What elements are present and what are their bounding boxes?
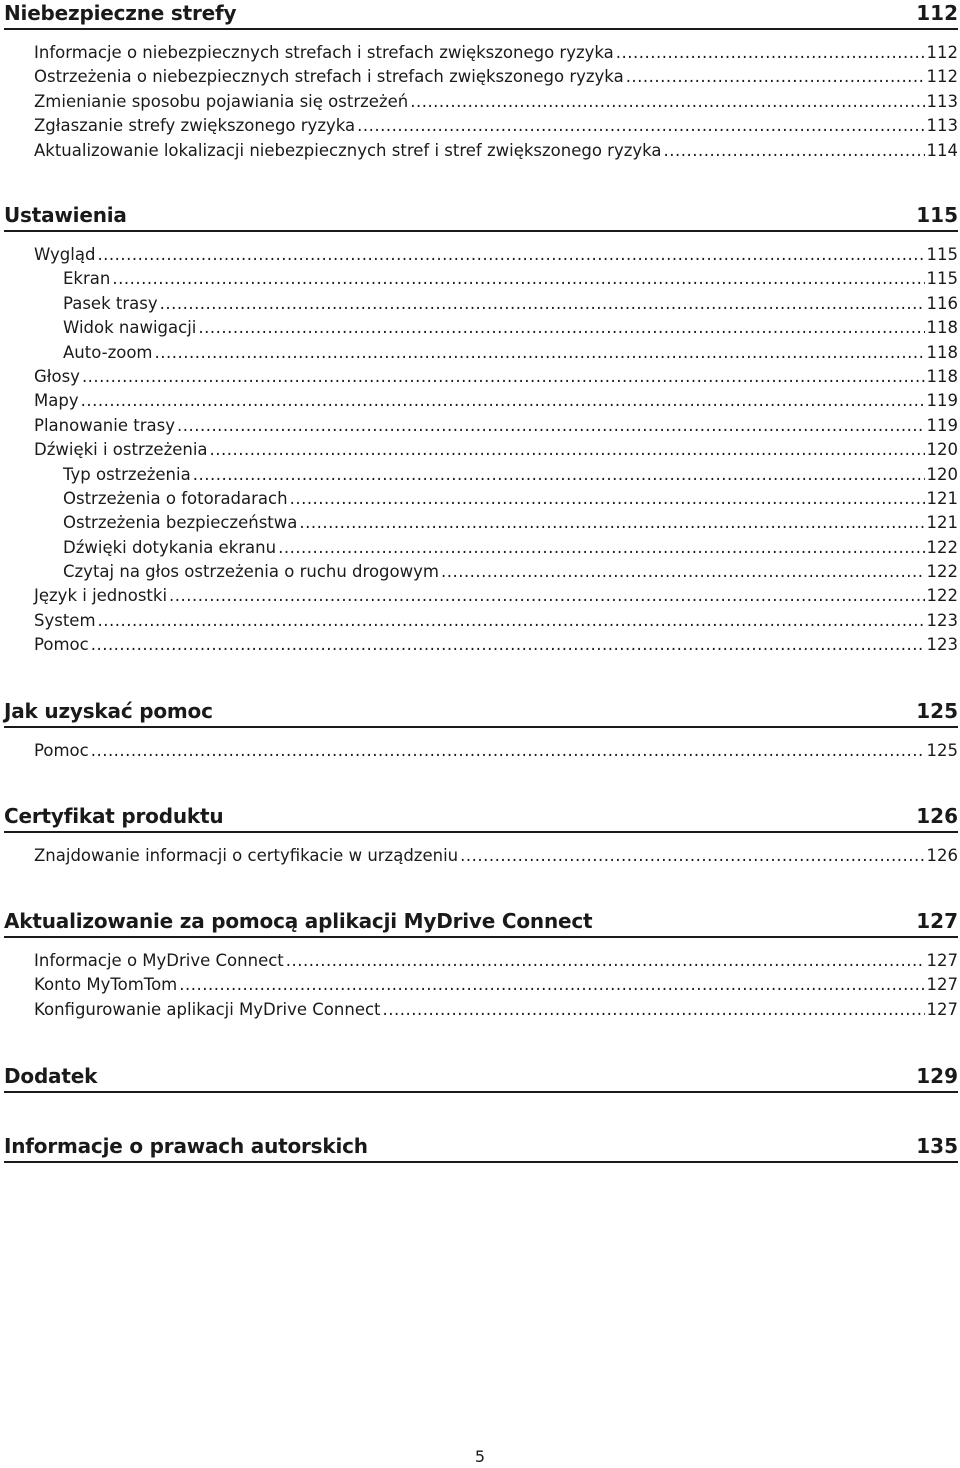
- section-page-number: 125: [916, 699, 958, 723]
- entry-page-number: 115: [926, 245, 958, 264]
- entry-page-number: 115: [926, 269, 958, 289]
- dot-leader: [169, 584, 924, 608]
- dot-leader: [91, 739, 925, 763]
- entry-page-number: 119: [926, 415, 958, 435]
- dot-leader: [357, 114, 924, 138]
- entry-page-number: 122: [926, 562, 958, 582]
- toc-section: [4, 908, 958, 1022]
- toc-entry[interactable]: [4, 584, 958, 608]
- entry-page-number: 118: [926, 366, 958, 386]
- entry-label: Pomoc: [34, 741, 89, 760]
- entry-label: Język i jednostki: [34, 586, 168, 606]
- entry-list: [4, 949, 958, 1022]
- dot-leader: [383, 998, 925, 1022]
- dot-leader: [664, 139, 925, 163]
- toc-section: [4, 803, 958, 868]
- entry-page-number: 118: [926, 342, 958, 362]
- section-title: Jak uzyskać pomoc: [4, 699, 213, 723]
- entry-page-number: 112: [926, 67, 958, 87]
- entry-page-number: 125: [926, 741, 958, 760]
- toc-section: [4, 698, 958, 763]
- entry-page-number: 127: [926, 975, 958, 995]
- section-heading[interactable]: [4, 0, 958, 30]
- dot-leader: [441, 560, 925, 584]
- toc-entry[interactable]: [4, 341, 958, 365]
- section-page-number: 112: [916, 1, 958, 25]
- toc-entry[interactable]: [4, 998, 958, 1022]
- entry-label: Aktualizowanie lokalizacji niebezpiecznych stref i stref zwiększonego ryzyka: [34, 140, 662, 160]
- entry-label: Konfigurowanie aplikacji MyDrive Connect: [34, 999, 381, 1019]
- toc-entry[interactable]: [4, 973, 958, 997]
- toc-entry[interactable]: [4, 560, 958, 584]
- toc-entry[interactable]: [4, 114, 958, 138]
- dot-leader: [460, 844, 924, 868]
- section-title: Ustawienia: [4, 203, 127, 227]
- entry-label: Mapy: [34, 391, 79, 411]
- entry-label: Ostrzeżenia o fotoradarach: [63, 488, 288, 508]
- dot-leader: [177, 414, 925, 438]
- toc-entry[interactable]: [4, 487, 958, 511]
- section-heading[interactable]: [4, 1063, 958, 1093]
- toc-entry[interactable]: [4, 739, 958, 763]
- entry-label: Widok nawigacji: [63, 318, 197, 338]
- dot-leader: [98, 609, 925, 633]
- entry-page-number: 118: [926, 318, 958, 338]
- toc-entry[interactable]: [4, 243, 958, 267]
- entry-page-number: 113: [926, 91, 958, 111]
- section-heading[interactable]: [4, 698, 958, 728]
- entry-page-number: 112: [926, 43, 958, 62]
- dot-leader: [91, 633, 925, 657]
- toc-section: [4, 0, 958, 163]
- dot-leader: [193, 463, 925, 487]
- section-title: Dodatek: [4, 1064, 98, 1088]
- toc-entry[interactable]: [4, 90, 958, 114]
- dot-leader: [286, 949, 925, 973]
- toc-entry[interactable]: [4, 316, 958, 340]
- entry-page-number: 120: [926, 440, 958, 460]
- entry-label: Ostrzeżenia bezpieczeństwa: [63, 513, 298, 533]
- entry-label: Ostrzeżenia o niebezpiecznych strefach i strefach zwiększonego ryzyka: [34, 67, 624, 87]
- dot-leader: [290, 487, 925, 511]
- toc-entry[interactable]: [4, 949, 958, 973]
- toc-entry[interactable]: [4, 139, 958, 163]
- toc-section: [4, 202, 958, 658]
- entry-label: Głosy: [34, 366, 80, 386]
- section-title: Certyfikat produktu: [4, 804, 224, 828]
- section-heading[interactable]: [4, 1133, 958, 1163]
- dot-leader: [210, 438, 925, 462]
- entry-list: [4, 739, 958, 763]
- entry-label: Pomoc: [34, 635, 89, 655]
- entry-page-number: 123: [926, 635, 958, 655]
- toc-entry[interactable]: [4, 41, 958, 65]
- section-page-number: 126: [916, 804, 958, 828]
- entry-page-number: 126: [926, 846, 958, 865]
- toc-entry[interactable]: [4, 365, 958, 389]
- section-heading[interactable]: [4, 908, 958, 938]
- section-page-number: 115: [916, 203, 958, 227]
- dot-leader: [112, 267, 924, 291]
- toc-entry[interactable]: [4, 438, 958, 462]
- dot-leader: [278, 536, 924, 560]
- toc-entry[interactable]: [4, 633, 958, 657]
- entry-label: Typ ostrzeżenia: [63, 464, 191, 484]
- dot-leader: [82, 365, 925, 389]
- entry-label: Czytaj na głos ostrzeżenia o ruchu drogowym: [63, 562, 439, 582]
- dot-leader: [155, 341, 925, 365]
- entry-label: Pasek trasy: [63, 293, 158, 313]
- entry-page-number: 127: [926, 999, 958, 1019]
- toc-entry[interactable]: [4, 844, 958, 868]
- toc-entry[interactable]: [4, 65, 958, 89]
- dot-leader: [97, 243, 924, 267]
- entry-page-number: 119: [926, 391, 958, 411]
- toc-entry[interactable]: [4, 609, 958, 633]
- toc-entry[interactable]: [4, 292, 958, 316]
- section-page-number: 135: [916, 1134, 958, 1158]
- page-number: 5: [474, 1447, 486, 1466]
- section-page-number: 129: [916, 1064, 958, 1088]
- dot-leader: [616, 41, 925, 65]
- dot-leader: [626, 65, 925, 89]
- entry-page-number: 122: [926, 586, 958, 606]
- entry-label: Konto MyTomTom: [34, 975, 178, 995]
- entry-page-number: 122: [926, 537, 958, 557]
- entry-list: [4, 243, 958, 658]
- entry-label: Ekran: [63, 269, 111, 289]
- entry-page-number: 123: [926, 610, 958, 630]
- section-page-number: 127: [916, 909, 958, 933]
- entry-page-number: 121: [926, 488, 958, 508]
- toc-entry[interactable]: [4, 267, 958, 291]
- toc-entry[interactable]: [4, 463, 958, 487]
- toc-entry[interactable]: [4, 414, 958, 438]
- entry-label: Zmienianie sposobu pojawiania się ostrzeżeń: [34, 91, 409, 111]
- dot-leader: [160, 292, 925, 316]
- dot-leader: [179, 973, 924, 997]
- entry-label: Znajdowanie informacji o certyfikacie w urządzeniu: [34, 846, 459, 865]
- toc-entry[interactable]: [4, 511, 958, 535]
- entry-label: Auto-zoom: [63, 342, 153, 362]
- section-title: Niebezpieczne strefy: [4, 1, 237, 25]
- entry-label: Zgłaszanie strefy zwiększonego ryzyka: [34, 116, 356, 136]
- toc-section: [4, 1133, 958, 1163]
- entry-label: System: [34, 610, 96, 630]
- entry-list: [4, 844, 958, 868]
- toc-entry[interactable]: [4, 389, 958, 413]
- entry-label: Planowanie trasy: [34, 415, 175, 435]
- dot-leader: [299, 511, 924, 535]
- entry-page-number: 116: [926, 293, 958, 313]
- entry-label: Dźwięki i ostrzeżenia: [34, 440, 208, 460]
- entry-label: Informacje o niebezpiecznych strefach i strefach zwiększonego ryzyka: [34, 43, 614, 62]
- entry-label: Informacje o MyDrive Connect: [34, 951, 284, 970]
- entry-list: [4, 41, 958, 163]
- toc-entry[interactable]: [4, 536, 958, 560]
- section-heading[interactable]: [4, 202, 958, 232]
- section-heading[interactable]: [4, 803, 958, 833]
- dot-leader: [81, 389, 925, 413]
- entry-label: Dźwięki dotykania ekranu: [63, 537, 277, 557]
- entry-page-number: 120: [926, 464, 958, 484]
- entry-page-number: 113: [926, 116, 958, 136]
- dot-leader: [198, 316, 924, 340]
- toc-section: [4, 1063, 958, 1093]
- entry-page-number: 127: [926, 951, 958, 970]
- entry-page-number: 114: [926, 140, 958, 160]
- entry-label: Wygląd: [34, 245, 96, 264]
- section-title: Aktualizowanie za pomocą aplikacji MyDrive Connect: [4, 909, 593, 933]
- section-title: Informacje o prawach autorskich: [4, 1134, 368, 1158]
- dot-leader: [410, 90, 924, 114]
- entry-page-number: 121: [926, 513, 958, 533]
